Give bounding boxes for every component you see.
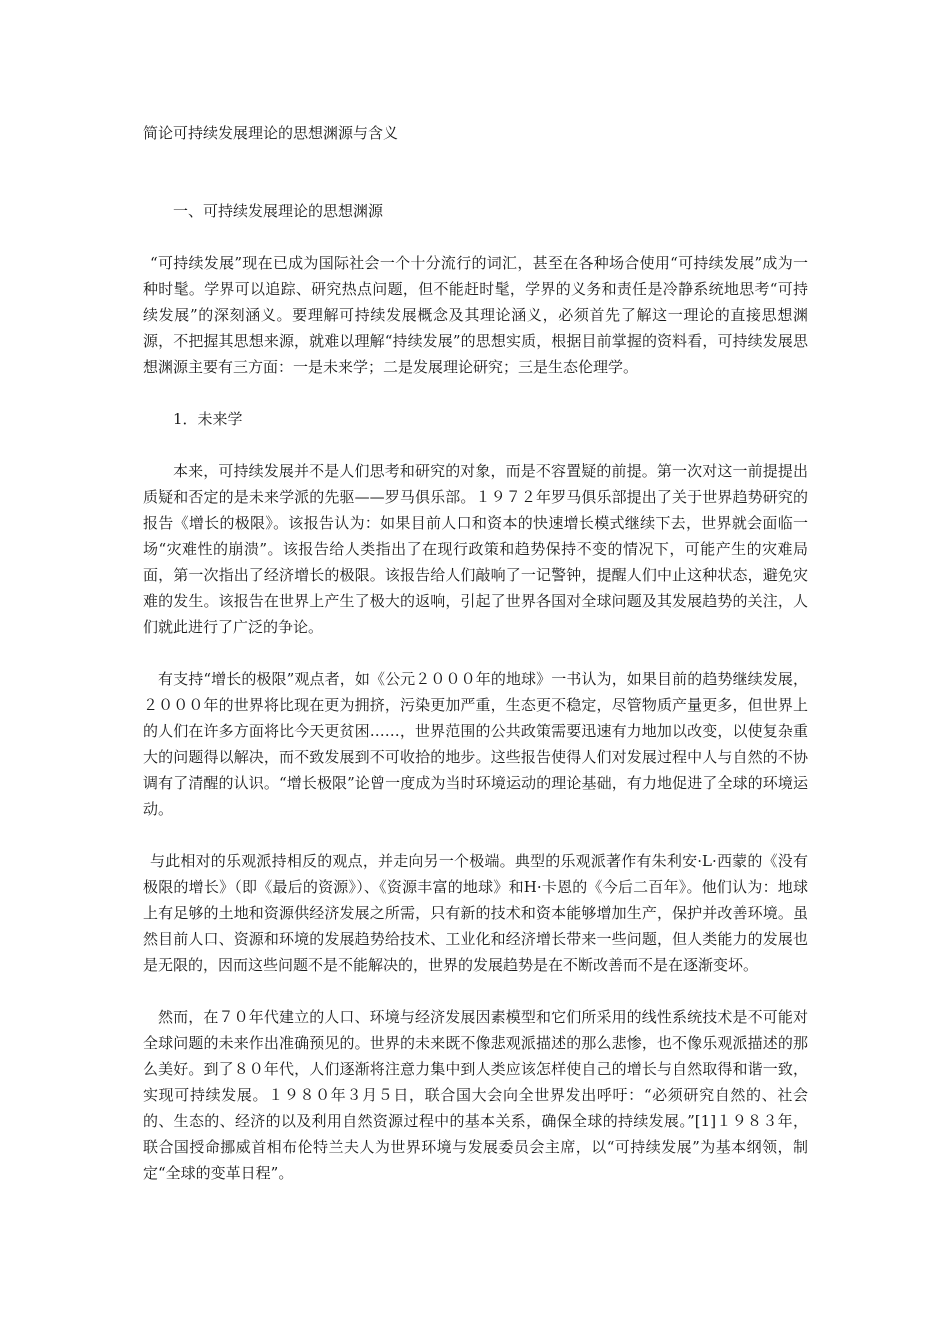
paragraph-optimists: 与此相对的乐观派持相反的观点，并走向另一个极端。典型的乐观派著作有朱利安·L·西蒙的《没有极限的增长》（即《最后的资源》）、《资源丰富的地球》和H·卡恩的《今后二百年》。他们认为：地球上有足够的土地和资源供经济发展之所需，只有新的技术和资本能够增加生产，保护并改善环境。虽然目前人口、资源和环境的发展趋势给技术、工业化和经济增长带来一些问题，但人类能力的发展也是无限的，因而这些问题不是不能解决的，世界的发展趋势是在不断改善而不是在逐渐变坏。 xyxy=(143,852,808,974)
section-heading: 一、可持续发展理论的思想渊源 xyxy=(173,202,384,220)
document-title: 简论可持续发展理论的思想渊源与含义 xyxy=(143,124,399,142)
paragraph-1980s: 然而，在７０年代建立的人口、环境与经济发展因素模型和它们所采用的线性系统技术是不可能对全球问题的未来作出准确预见的。世界的未来既不像悲观派描述的那么悲惨，也不像乐观派描述的那么美好。到了８０年代，人们逐渐将注意力集中到人类应该怎样使自己的增长与自然取得和谐一致，实现可持续发展。１９８０年３月５日，联合国大会向全世界发出呼吁：“必须研究自然的、社会的、生态的、经济的以及利用自然资源过程中的基本关系，确保全球的持续发展。”[1]１９８３年，联合国授命挪威首相布伦特兰夫人为世界环境与发展委员会主席，以“可持续发展”为基本纲领，制定“全球的变革日程”。 xyxy=(143,1008,808,1182)
paragraph-intro: “可持续发展”现在已成为国际社会一个十分流行的词汇，甚至在各种场合使用“可持续发展”成为一种时髦。学界可以追踪、研究热点问题，但不能赶时髦，学界的义务和责任是冷静系统地思考“可持续发展”的深刻涵义。要理解可持续发展概念及其理论涵义，必须首先了解这一理论的直接思想渊源，不把握其思想来源，就难以理解“持续发展”的思想实质，根据目前掌握的资料看，可持续发展思想渊源主要有三方面：一是未来学；二是发展理论研究；三是生态伦理学。 xyxy=(143,254,808,376)
paragraph-club-of-rome: 本来，可持续发展并不是人们思考和研究的对象，而是不容置疑的前提。第一次对这一前提提出质疑和否定的是未来学派的先驱——罗马俱乐部。１９７２年罗马俱乐部提出了关于世界趋势研究的报告《增长的极限》。该报告认为：如果目前人口和资本的快速增长模式继续下去，世界就会面临一场“灾难性的崩溃”。该报告给人类指出了在现行政策和趋势保持不变的情况下，可能产生的灾难局面，第一次指出了经济增长的极限。该报告给人们敲响了一记警钟，提醒人们中止这种状态，避免灾难的发生。该报告在世界上产生了极大的返响，引起了世界各国对全球问题及其发展趋势的关注，人们就此进行了广泛的争论。 xyxy=(143,462,808,636)
subheading-futurology: 1．未来学 xyxy=(173,410,243,428)
document-page xyxy=(143,120,808,1186)
paragraph-supporters: 有支持“增长的极限”观点者，如《公元２０００年的地球》一书认为，如果目前的趋势继续发展，２０００年的世界将比现在更为拥挤，污染更加严重，生态更不稳定，尽管物质产量更多，但世界上的人们在许多方面将比今天更贫困……，世界范围的公共政策需要迅速有力地加以改变，以使复杂重大的问题得以解决，而不致发展到不可收拾的地步。这些报告使得人们对发展过程中人与自然的不协调有了清醒的认识。“增长极限”论曾一度成为当时环境运动的理论基础，有力地促进了全球的环境运动。 xyxy=(143,670,808,818)
